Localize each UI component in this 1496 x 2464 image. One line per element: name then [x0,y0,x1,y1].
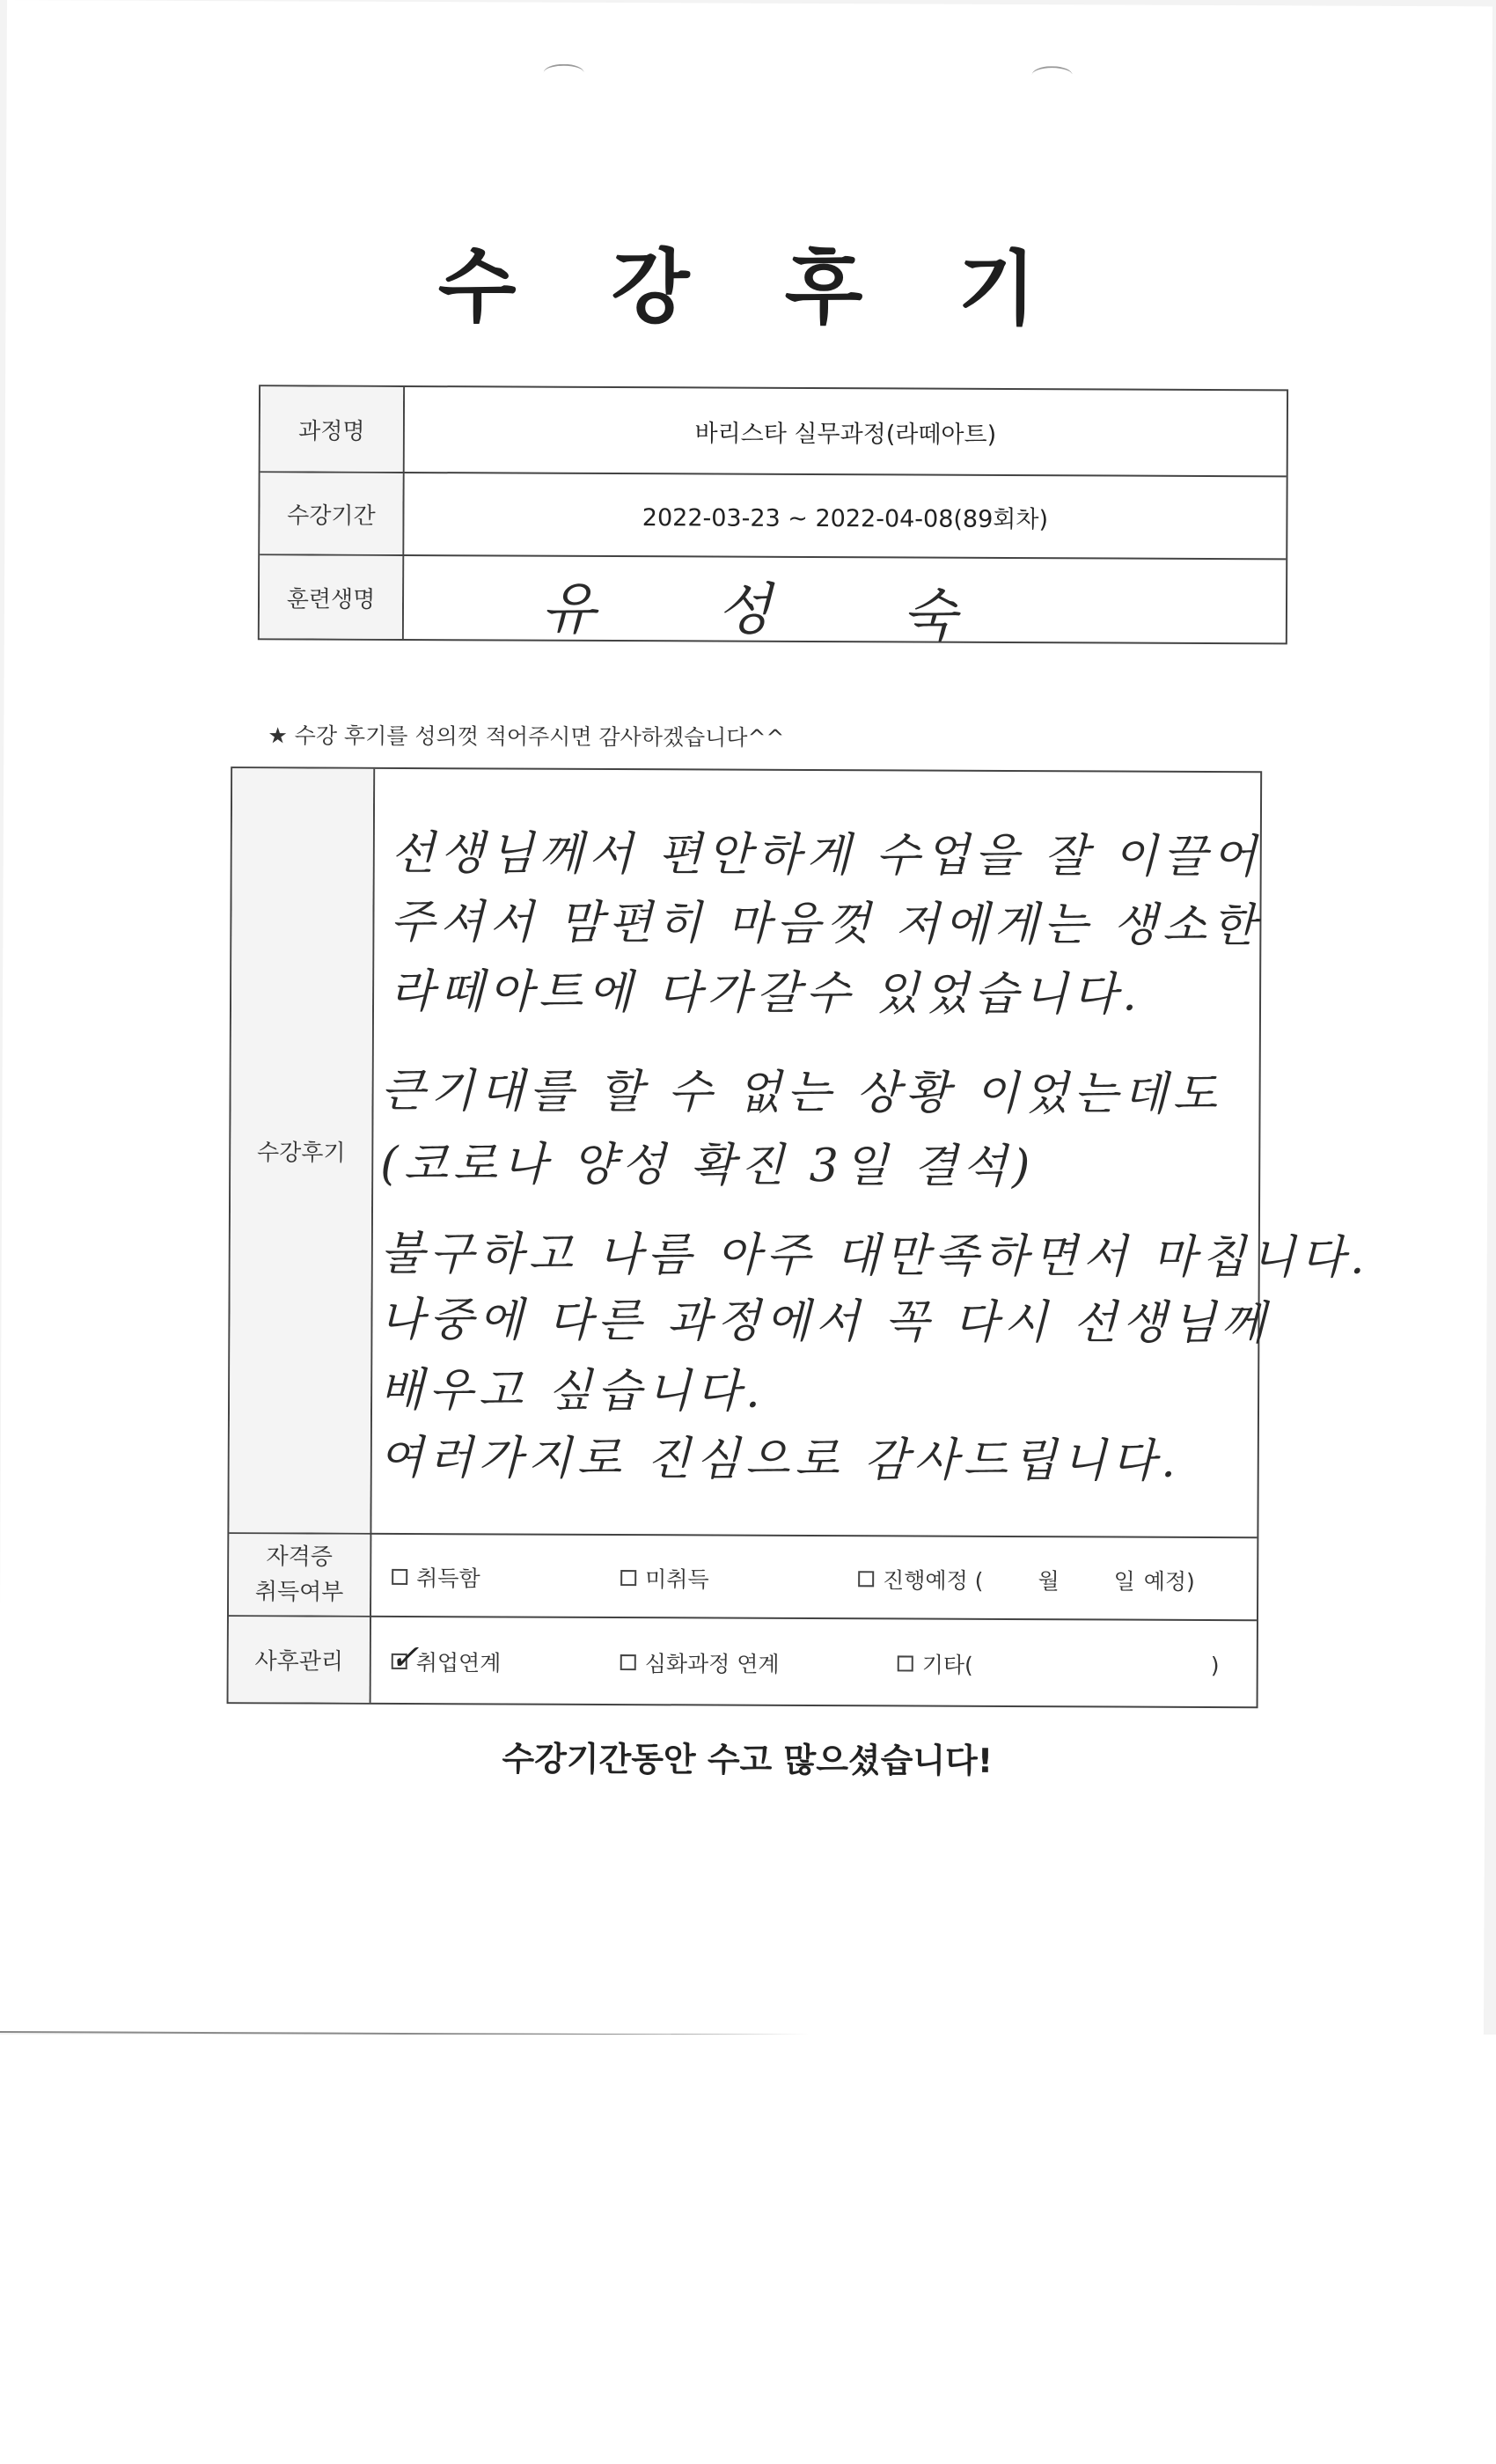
option-other[interactable] [898,1647,1220,1681]
close-paren: ) [1210,1652,1220,1678]
page-title: 수 강 후 기 [437,239,1070,337]
trainee-name-char: 유 [540,576,596,642]
checkbox[interactable] [620,1654,636,1670]
month-label: 월 [1038,1568,1060,1595]
trainee-name-char: 성 [716,577,772,643]
review-label: 수강후기 [229,768,373,1533]
course-value: 바리스타 실무과정(라떼아트) [694,419,997,449]
option-advanced[interactable] [620,1646,780,1679]
aftercare-label: 사후관리 [229,1617,370,1703]
info-table [258,385,1288,649]
review-line: 큰기대를 할 수 없는 상황 이었는데도 [380,1064,1222,1122]
course-label: 과정명 [260,386,403,472]
checkbox[interactable] [392,1569,407,1585]
period-value: 2022-03-23 ~ 2022-04-08(89회차) [642,503,1049,533]
review-line: (코로나 양성 확진 3일 결석) [380,1137,1036,1194]
review-line: 배우고 싶습니다. [378,1363,766,1419]
punch-hole-mark [544,64,584,82]
trainee-label: 훈련생명 [260,555,402,639]
certificate-label-line: 자격증 [266,1544,334,1571]
option-acquired[interactable] [392,1561,480,1593]
table-divider [229,1615,1257,1621]
day-label: 일 [1113,1568,1135,1595]
option-label: 취업연계 [415,1650,502,1676]
review-line: 선생님께서 편안하게 수업을 잘 이끌어 [390,826,1262,884]
review-line: 불구하고 나름 아주 대만족하면서 마칩니다. [379,1227,1370,1285]
option-label: 심화과정 연계 [644,1651,780,1677]
table-divider [229,1532,1257,1538]
closing-message: 수강기간동안 수고 많으셨습니다! [502,1739,994,1780]
review-line: 주셔서 맘편히 마음껏 저에게는 생소한 [390,895,1262,953]
scheduled-label: 예정) [1143,1568,1195,1595]
checkbox[interactable] [389,1637,420,1679]
certificate-label-line: 취득여부 [254,1579,344,1606]
review-line: 나중에 다른 과정에서 꼭 다시 선생님께 [379,1293,1271,1351]
check-mark-icon: ✓ [389,1637,420,1679]
option-label: 기타( [921,1652,973,1678]
review-line: 라떼아트에 다가갈수 있었습니다. [389,964,1143,1022]
review-line: 여러가지로 진심으로 감사드립니다. [378,1431,1181,1488]
blank-area [0,2035,1496,2464]
option-employment[interactable] [389,1637,502,1679]
option-label: 취득함 [416,1566,480,1592]
option-not-acquired[interactable] [620,1562,709,1594]
option-label: 미취득 [645,1566,709,1593]
punch-hole-mark [1032,66,1073,84]
option-in-progress[interactable] [858,1563,1195,1596]
option-label: 진행예정 ( [883,1567,984,1594]
trainee-name-char: 숙 [901,583,957,649]
period-label: 수강기간 [260,473,402,554]
checkbox[interactable] [620,1570,636,1586]
certificate-label [229,1534,370,1616]
instruction-note: ★ 수강 후기를 성의껏 적어주시면 감사하겠습니다^^ [268,722,785,751]
checkbox[interactable] [858,1571,874,1587]
checkbox[interactable] [898,1655,913,1671]
